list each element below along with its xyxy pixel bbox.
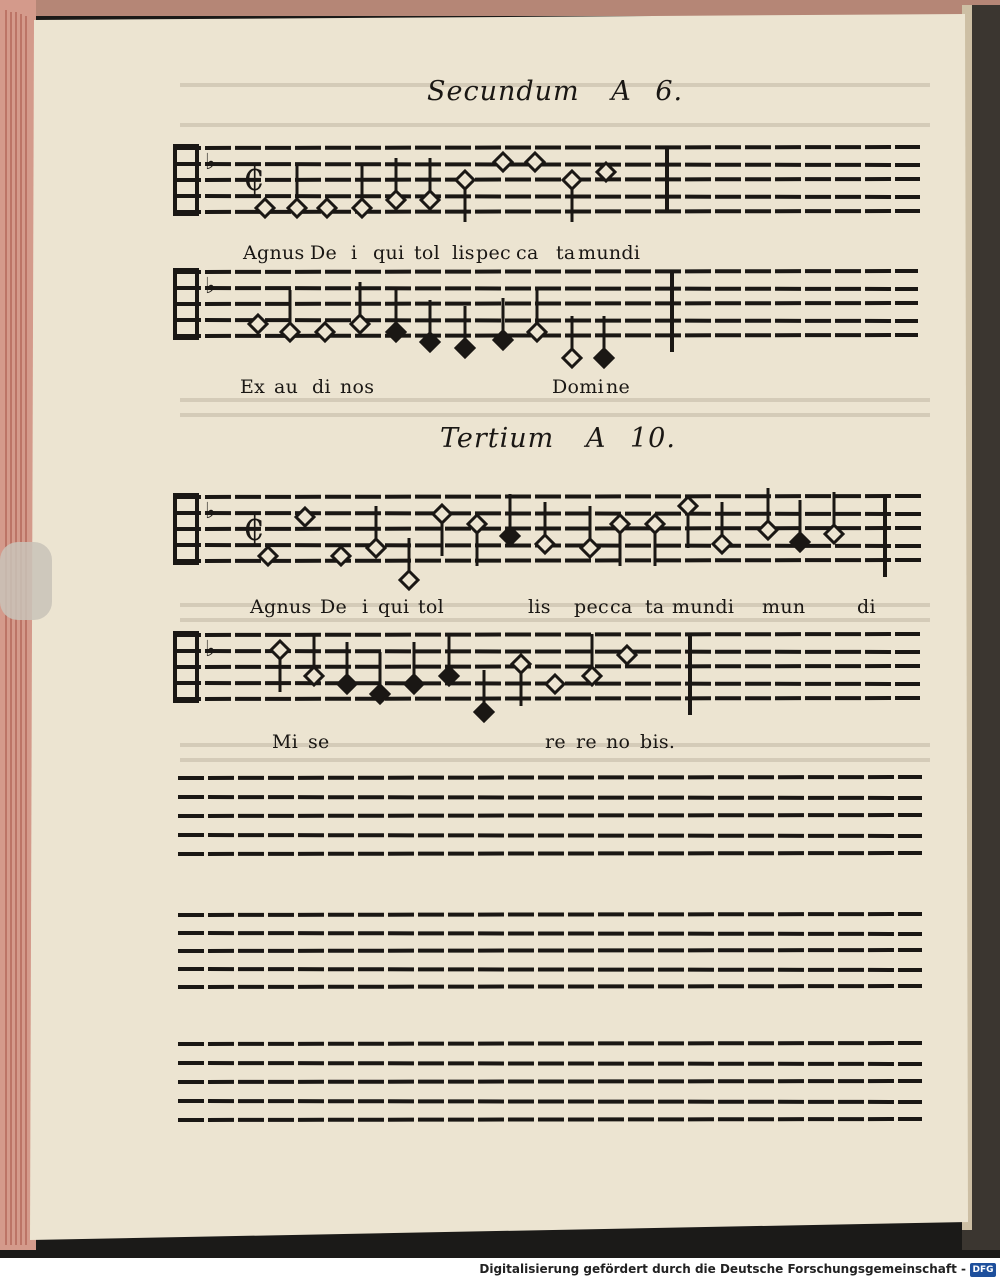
lyric-syllable: qui xyxy=(378,596,410,618)
lyric-syllable: Domi xyxy=(552,376,604,398)
staff-line xyxy=(178,777,922,778)
heading-title: Tertium xyxy=(440,423,555,454)
lyric-syllable: Agnus xyxy=(250,596,312,618)
lyric-syllable: ca xyxy=(516,242,539,264)
lyric-syllable: nos xyxy=(340,376,375,398)
lyric-syllable: tol xyxy=(414,242,441,264)
lyric-syllable: re xyxy=(545,731,566,753)
staff-line xyxy=(178,969,922,970)
staff-line xyxy=(175,528,922,529)
staff-line xyxy=(175,666,920,667)
staff-line xyxy=(175,634,920,635)
lyric-syllable: De xyxy=(310,242,338,264)
staff-line xyxy=(175,164,920,165)
lyric-syllable: bis. xyxy=(640,731,676,753)
lyric-syllable: pec xyxy=(574,596,609,618)
page-edge-top xyxy=(0,0,1000,16)
flat-icon: ♭ xyxy=(205,273,216,299)
heading-voice: A xyxy=(585,423,607,454)
lyric-syllable: mundi xyxy=(672,596,735,618)
heading-secundum xyxy=(427,76,683,107)
footer-credit: Digitalisierung gefördert durch die Deutsche Forschungsgemeinschaft - xyxy=(479,1262,966,1276)
staff-line xyxy=(175,179,920,180)
lyric-syllable: De xyxy=(320,596,348,618)
staff-line xyxy=(178,797,922,798)
staff-line xyxy=(175,271,918,272)
lyric-syllable: se xyxy=(308,731,330,753)
lyric-syllable: tol xyxy=(418,596,445,618)
staff-line xyxy=(175,303,918,304)
staff-line xyxy=(175,147,920,148)
lyric-syllable: di xyxy=(312,376,331,398)
staff-line xyxy=(178,1101,922,1102)
lyric-syllable: re xyxy=(576,731,597,753)
lyric-syllable: mundi xyxy=(578,242,641,264)
flat-icon: ♭ xyxy=(205,498,216,524)
staff-line xyxy=(175,320,918,321)
staff-line xyxy=(178,815,922,816)
lyric-syllable: Ex xyxy=(240,376,266,398)
staff-line xyxy=(178,835,922,836)
lyric-syllable: di xyxy=(857,596,876,618)
staff-line xyxy=(178,914,922,915)
staff-line xyxy=(175,698,920,699)
flat-icon: ♭ xyxy=(205,149,216,175)
staff-line xyxy=(178,853,922,854)
staff-line xyxy=(178,1063,922,1064)
staff-line xyxy=(178,1043,922,1044)
lyric-syllable: no xyxy=(606,731,631,753)
heading-tertium xyxy=(440,423,676,454)
staff-line xyxy=(175,496,922,497)
lyric-syllable: pec xyxy=(476,242,511,264)
lyric-syllable: ta xyxy=(556,242,576,264)
lyric-syllable: ta xyxy=(645,596,665,618)
lyric-syllable: Mi xyxy=(272,731,299,753)
lyric-syllable: Agnus xyxy=(243,242,305,264)
staff-line xyxy=(175,288,918,289)
staff-line xyxy=(178,950,922,951)
staff-line xyxy=(178,1119,922,1120)
paper-clip xyxy=(0,542,52,620)
staff-line xyxy=(175,211,920,212)
staff-line xyxy=(178,1081,922,1082)
lyric-syllable: lis xyxy=(528,596,551,618)
lyric-syllable: i xyxy=(362,596,369,618)
lyric-syllable: au xyxy=(274,376,299,398)
heading-title: Secundum xyxy=(427,76,580,107)
lyric-syllable: ne xyxy=(606,376,631,398)
flat-icon: ♭ xyxy=(205,636,216,662)
lyric-syllable: lis xyxy=(452,242,475,264)
lyric-syllable: ca xyxy=(610,596,633,618)
staff-line xyxy=(178,933,922,934)
common-time-icon: ₵ xyxy=(243,509,265,549)
staff-line xyxy=(175,513,922,514)
staff-line xyxy=(175,196,920,197)
lyric-syllable: qui xyxy=(373,242,405,264)
dfg-logo: DFG xyxy=(970,1263,996,1277)
lyric-syllable: i xyxy=(351,242,358,264)
staff-line xyxy=(178,986,922,987)
heading-number: 10. xyxy=(629,423,676,454)
common-time-icon: ₵ xyxy=(243,159,265,199)
lyric-syllable: mun xyxy=(762,596,806,618)
heading-voice: A xyxy=(611,76,632,107)
heading-number: 6. xyxy=(655,76,684,107)
staff-line xyxy=(175,560,922,561)
